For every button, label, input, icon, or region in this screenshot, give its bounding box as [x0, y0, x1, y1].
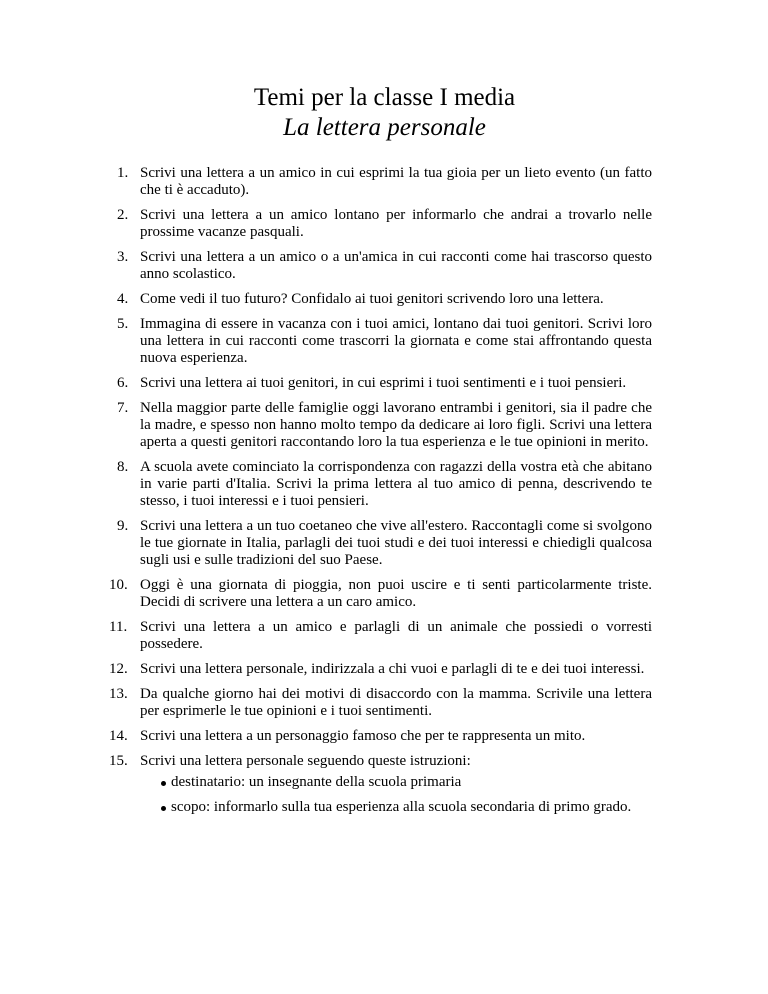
page-title: Temi per la classe I media: [253, 84, 516, 111]
topic-number: 8.: [117, 459, 129, 475]
topic-text: A scuola avete cominciato la corrispondenza con ragazzi della vostra età che abitano in varie parti d'Italia. Scrivi la prima lettera al tuo amico di penna, descrivendo te stesso, i tuoi interessi e i tuoi pensieri.: [140, 459, 652, 509]
topic-text: Oggi è una giornata di pioggia, non puoi uscire e ti senti particolarmente triste. Decidi di scrivere una lettera a un caro amico.: [140, 577, 652, 610]
topic-text: Immagina di essere in vacanza con i tuoi amici, lontano dai tuoi genitori. Scrivi loro una lettera in cui racconti come trascorri la giornata e come stai affrontando questa nuova esperienza.: [140, 316, 652, 366]
topic-item: [117, 291, 652, 308]
instruction-item: [161, 799, 652, 816]
topic-item: [117, 316, 652, 367]
topic-item: [109, 686, 652, 720]
instruction-text: scopo: informarlo sulla tua esperienza alla scuola secondaria di primo grado.: [171, 799, 632, 815]
topic-number: 7.: [117, 400, 129, 416]
topic-item: [109, 753, 652, 816]
topic-item: [109, 577, 652, 611]
topic-number: 9.: [117, 518, 129, 534]
topic-list: [109, 165, 652, 816]
topic-item: [117, 165, 652, 199]
bullet-icon: [161, 806, 166, 811]
topic-text: Nella maggior parte delle famiglie oggi lavorano entrambi i genitori, sia il padre che la madre, e spesso non hanno molto tempo da dedicare ai loro figli. Scrivi una lettera aperta a questi genitori raccontando loro la tua esperienza e le tue opinioni in merito.: [140, 400, 652, 450]
topic-number: 15.: [109, 753, 128, 769]
instruction-text: destinatario: un insegnante della scuola primaria: [171, 774, 462, 790]
topic-item: [117, 207, 652, 241]
topic-item: [117, 518, 652, 569]
instruction-list: [140, 774, 652, 816]
topic-text: Scrivi una lettera a un tuo coetaneo che vive all'estero. Raccontagli come si svolgono le tue giornate in Italia, parlagli dei tuoi studi e dei tuoi interessi e chiedigli qualcosa sugli usi e sulle tradizioni del suo Paese.: [140, 518, 652, 568]
topic-item: [117, 400, 652, 451]
topic-text: Da qualche giorno hai dei motivi di disaccordo con la mamma. Scrivile una lettera per esprimerle le tue opinioni e i tuoi sentimenti.: [140, 686, 652, 719]
page-subtitle: La lettera personale: [283, 114, 486, 141]
topic-number: 14.: [109, 728, 128, 744]
topic-number: 12.: [109, 661, 128, 677]
topic-number: 4.: [117, 291, 129, 307]
topic-item: [109, 728, 652, 745]
bullet-icon: [161, 781, 166, 786]
topic-number: 11.: [109, 619, 128, 635]
topic-number: 5.: [117, 316, 129, 332]
topic-text: Scrivi una lettera ai tuoi genitori, in cui esprimi i tuoi sentimenti e i tuoi pensieri.: [140, 375, 627, 391]
topic-item: [109, 661, 652, 678]
topic-text: Scrivi una lettera a un amico in cui esprimi la tua gioia per un lieto evento (un fatto che ti è accaduto).: [140, 165, 652, 198]
topic-text: Scrivi una lettera a un amico e parlagli di un animale che possiedi o vorresti possedere.: [140, 619, 652, 652]
topic-text: Scrivi una lettera personale seguendo queste istruzioni:: [140, 753, 471, 769]
topic-number: 10.: [109, 577, 128, 593]
topic-number: 1.: [117, 165, 129, 181]
topic-text: Scrivi una lettera a un amico lontano per informarlo che andrai a trovarlo nelle prossime vacanze pasquali.: [140, 207, 652, 240]
topic-item: [109, 619, 652, 653]
topic-item: [117, 459, 652, 510]
topic-text: Come vedi il tuo futuro? Confidalo ai tuoi genitori scrivendo loro una lettera.: [140, 291, 604, 307]
topic-number: 2.: [117, 207, 129, 223]
instruction-item: [161, 774, 652, 791]
topic-item: [117, 375, 652, 392]
title-block: [117, 83, 652, 143]
topic-number: 13.: [109, 686, 128, 702]
topic-number: 6.: [117, 375, 129, 391]
topic-text: Scrivi una lettera personale, indirizzala a chi vuoi e parlagli di te e dei tuoi interessi.: [140, 661, 645, 677]
topic-number: 3.: [117, 249, 129, 265]
topic-item: [117, 249, 652, 283]
topic-text: Scrivi una lettera a un amico o a un'amica in cui racconti come hai trascorso questo anno scolastico.: [140, 249, 652, 282]
topic-text: Scrivi una lettera a un personaggio famoso che per te rappresenta un mito.: [140, 728, 586, 744]
